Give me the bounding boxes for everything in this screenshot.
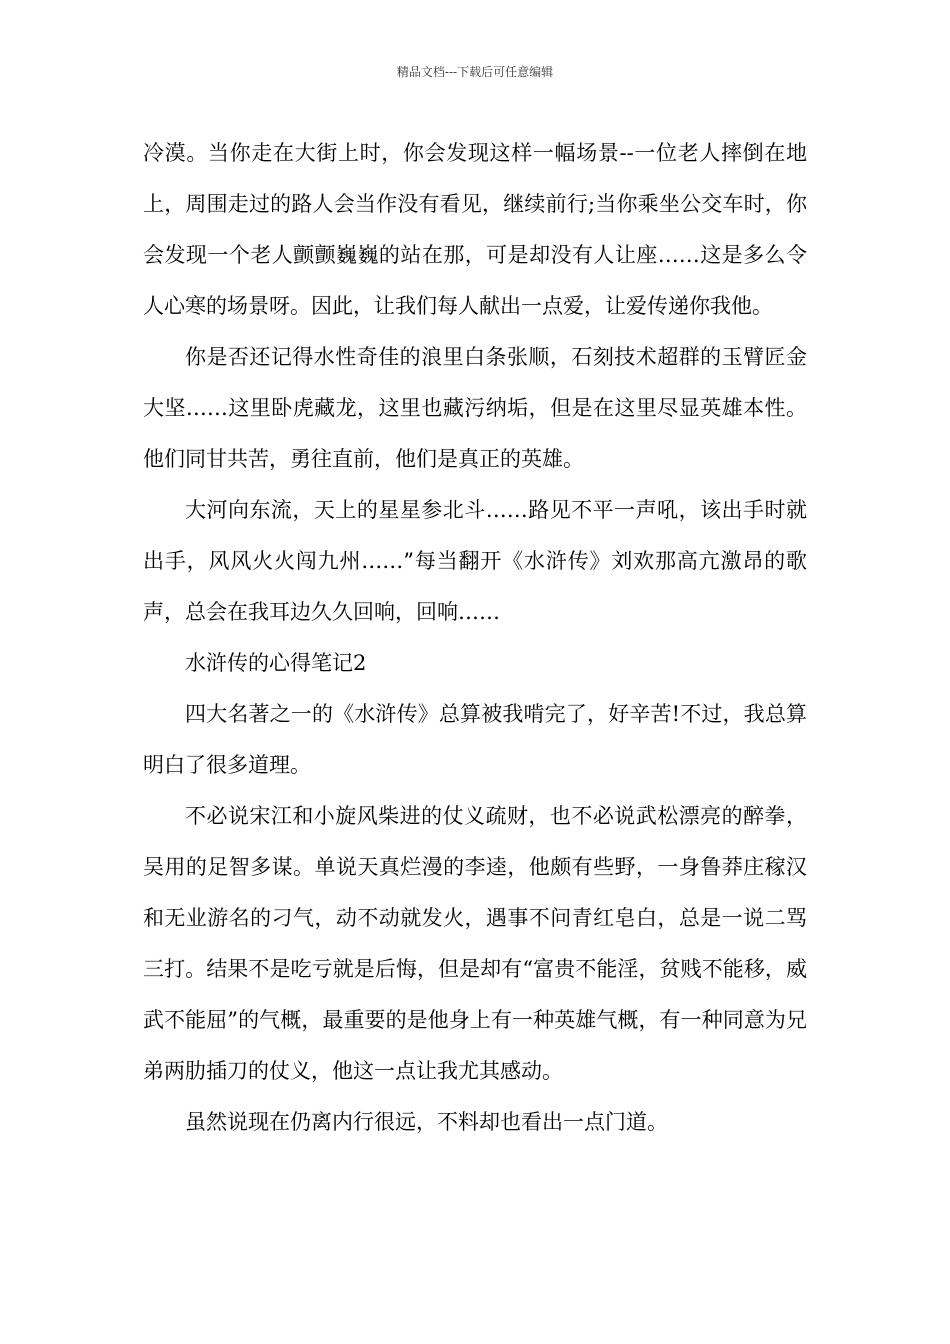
section-heading: 水浒传的心得笔记2	[185, 651, 367, 675]
paragraph: 不必说宋江和小旋风柴进的仗义疏财，也不必说武松漂亮的醉拳，吴用的足智多谋。单说天真烂漫的李逵，他颇有些野，一身鲁莽庄稼汉和无业游名的刁气，动不动就发火，遇事不问青红皂白，总是一说二骂三打。结果不是吃亏就是后悔，但是却有“富贵不能淫，贫贱不能移，威武不能屈”的气概，最重要的是他身上有一种英雄气概，有一种同意为兄弟两肋插刀的仗义，他这一点让我尤其感动。	[143, 804, 807, 1083]
page-header: 精品文档---下载后可任意编辑	[396, 65, 554, 79]
paragraph: 虽然说现在仍离内行很远，不料却也看出一点门道。	[185, 1110, 668, 1134]
paragraph: 你是否还记得水性奇佳的浪里白条张顺，石刻技术超群的玉臂匠金大坚……这里卧虎藏龙，这里也藏污纳垢，但是在这里尽显英雄本性。他们同甘共苦，勇往直前，他们是真正的英雄。	[143, 345, 807, 471]
paragraph: 大河向东流，天上的星星参北斗……路见不平一声吼，该出手时就出手，风风火火闯九州……”每当翻开《水浒传》刘欢那高亢激昂的歌声，总会在我耳边久久回响，回响……	[143, 498, 807, 624]
paragraph: 四大名著之一的《水浒传》总算被我啃完了，好辛苦!不过，我总算明白了很多道理。	[143, 702, 807, 777]
document-body	[143, 128, 807, 1148]
paragraph: 冷漠。当你走在大街上时，你会发现这样一幅场景--一位老人摔倒在地上，周围走过的路人会当作没有看见，继续前行;当你乘坐公交车时，你会发现一个老人颤颤巍巍的站在那，可是却没有人让座……这是多么令人心寒的场景呀。因此，让我们每人献出一点爱，让爱传递你我他。	[143, 141, 807, 318]
